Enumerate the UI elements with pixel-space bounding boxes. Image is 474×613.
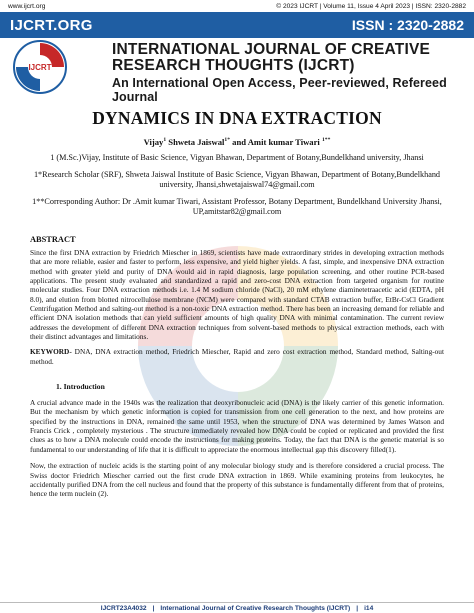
affiliation-2: 1*Research Scholar (SRF), Shweta Jaiswal Institute of Basic Science, Vigyan Bhawan, Department of Botany,Bundelkhand university, Jhansi,shwetajaiswal74@gmail.com [33, 169, 441, 190]
logo-text: IJCRT [28, 63, 52, 72]
author-name: Vijay [143, 137, 164, 147]
author-name: Shweta Jaiswal [166, 137, 225, 147]
ijcrt-logo-icon [10, 39, 70, 95]
abstract-text: Since the first DNA extraction by Friedrich Miescher in 1869, scientists have made extraordinary strides in developing extraction methods that are more reliable, easier and faster to perform, less expensive, and yield higher yields. A fast, simple, and inexpensive DNA extraction method with greater yield and purity of DNA would aid in rapid diagnosis, large population screening, and other routine PCR-based applications. The present study evaluated and standardized a rapid and zero-cost DNA extraction from targeted organism for routine molecular studies. Four DNA extraction methods i.e. 1.4 M sodium chloride (NaCl), 20 mM ethylene diaminetetraacetic acid (EDTA, pH 8.0), and elution from blotted nitrocellulose membrane (NCM) were compared with standard CTAB extraction buffer, EtBr-CsCl Gradient Centrifugation Method and salting-out method is a non-toxic DNA extraction method. There has been an increasing demand for reliable and efficient DNA isolation methods that can yield sufficient amounts of high quality DNA with minimal contamination. The current review addresses the development of different DNA extraction techniques from solvent-based methods to physical extraction methods, each with their distinct advantages and limitations. [30, 247, 444, 342]
intro-paragraph-1: A crucial advance made in the 1940s was the realization that deoxyribonucleic acid (DNA) is the likely carrier of this genetic information. But the mechanism by which genetic information is copied for transmission from one cell generation to the next, and how proteins are specified by the instructions in DNA, remained the same until 1953, when the structure of DNA was determined by James Watson and Francis Crick , completely mysterious . The structure immediately revealed how DNA could be copied or replicated and provided the first clues as to how a DNA molecule could encode the instructions for making proteins. Today, the fact that DNA is the genetic material is so fundamental to our understanding of life that it is difficult to appreciate the enormous intellectual gap this discovery filled(1). [30, 398, 444, 454]
keywords-label: KEYWORD- [30, 347, 72, 357]
page-footer [0, 602, 474, 613]
intro-paragraph-2: Now, the extraction of nucleic acids is the starting point of any molecular biology study and is therefore considered a crucial process. The Swiss doctor Friedrich Miescher carried out the first crude DNA extraction in 1869. While examining proteins from leukocytes, he accidentally purified DNA from the cell nucleus and found that the property of this substance is fundamentally different from that of proteins, hence the term nuclein (2). [30, 461, 444, 499]
top-strip [0, 0, 474, 12]
journal-tagline: An International Open Access, Peer-reviewed, Refereed Journal [112, 76, 447, 104]
journal-banner [0, 38, 474, 104]
footer-separator: | [152, 604, 155, 612]
footer-code: IJCRT23A4032 [100, 604, 147, 612]
author-sup: 1 [163, 137, 167, 144]
affiliation-3: 1**Corresponding Author: Dr .Amit kumar Tiwari, Assistant Professor, Botany Department, Bundelkhand University Jhansi, UP,amitstar82@gmail.com [32, 196, 442, 217]
journal-title: INTERNATIONAL JOURNAL OF CREATIVE RESEARCH THOUGHTS (IJCRT) [112, 41, 431, 74]
affiliation-1: 1 (M.Sc.)Vijay, Institute of Basic Science, Vigyan Bhawan, Department of Botany,Bundelkhand university, Jhansi [50, 153, 424, 162]
site-url-link[interactable]: www.ijcrt.org [8, 2, 46, 10]
issn-label: ISSN : 2320-2882 [351, 17, 464, 33]
keywords-line [30, 347, 444, 366]
keywords-text: DNA, DNA extraction method, Friedrich Miescher, Rapid and zero cost extraction method, Standard method, Salting-out method. [30, 347, 444, 366]
abstract-heading: ABSTRACT [30, 234, 76, 244]
author-sup: 1* [224, 137, 231, 144]
paper-body [30, 100, 444, 499]
journal-header-bar [0, 12, 474, 38]
footer-separator: | [356, 604, 359, 612]
brand-short: IJCRT.ORG [10, 16, 93, 34]
section-heading-introduction: 1. Introduction [56, 382, 105, 392]
author-line [30, 137, 444, 147]
author-sup: 1** [321, 137, 331, 144]
footer-page: i14 [364, 604, 374, 612]
issue-meta: © 2023 IJCRT | Volume 11, Issue 4 April 2023 | ISSN: 2320-2882 [276, 2, 466, 10]
author-name: and Amit kumar Tiwari [232, 137, 320, 147]
footer-journal: International Journal of Creative Research Thoughts (IJCRT) [160, 604, 351, 612]
paper-title: DYNAMICS IN DNA EXTRACTION [92, 108, 382, 128]
